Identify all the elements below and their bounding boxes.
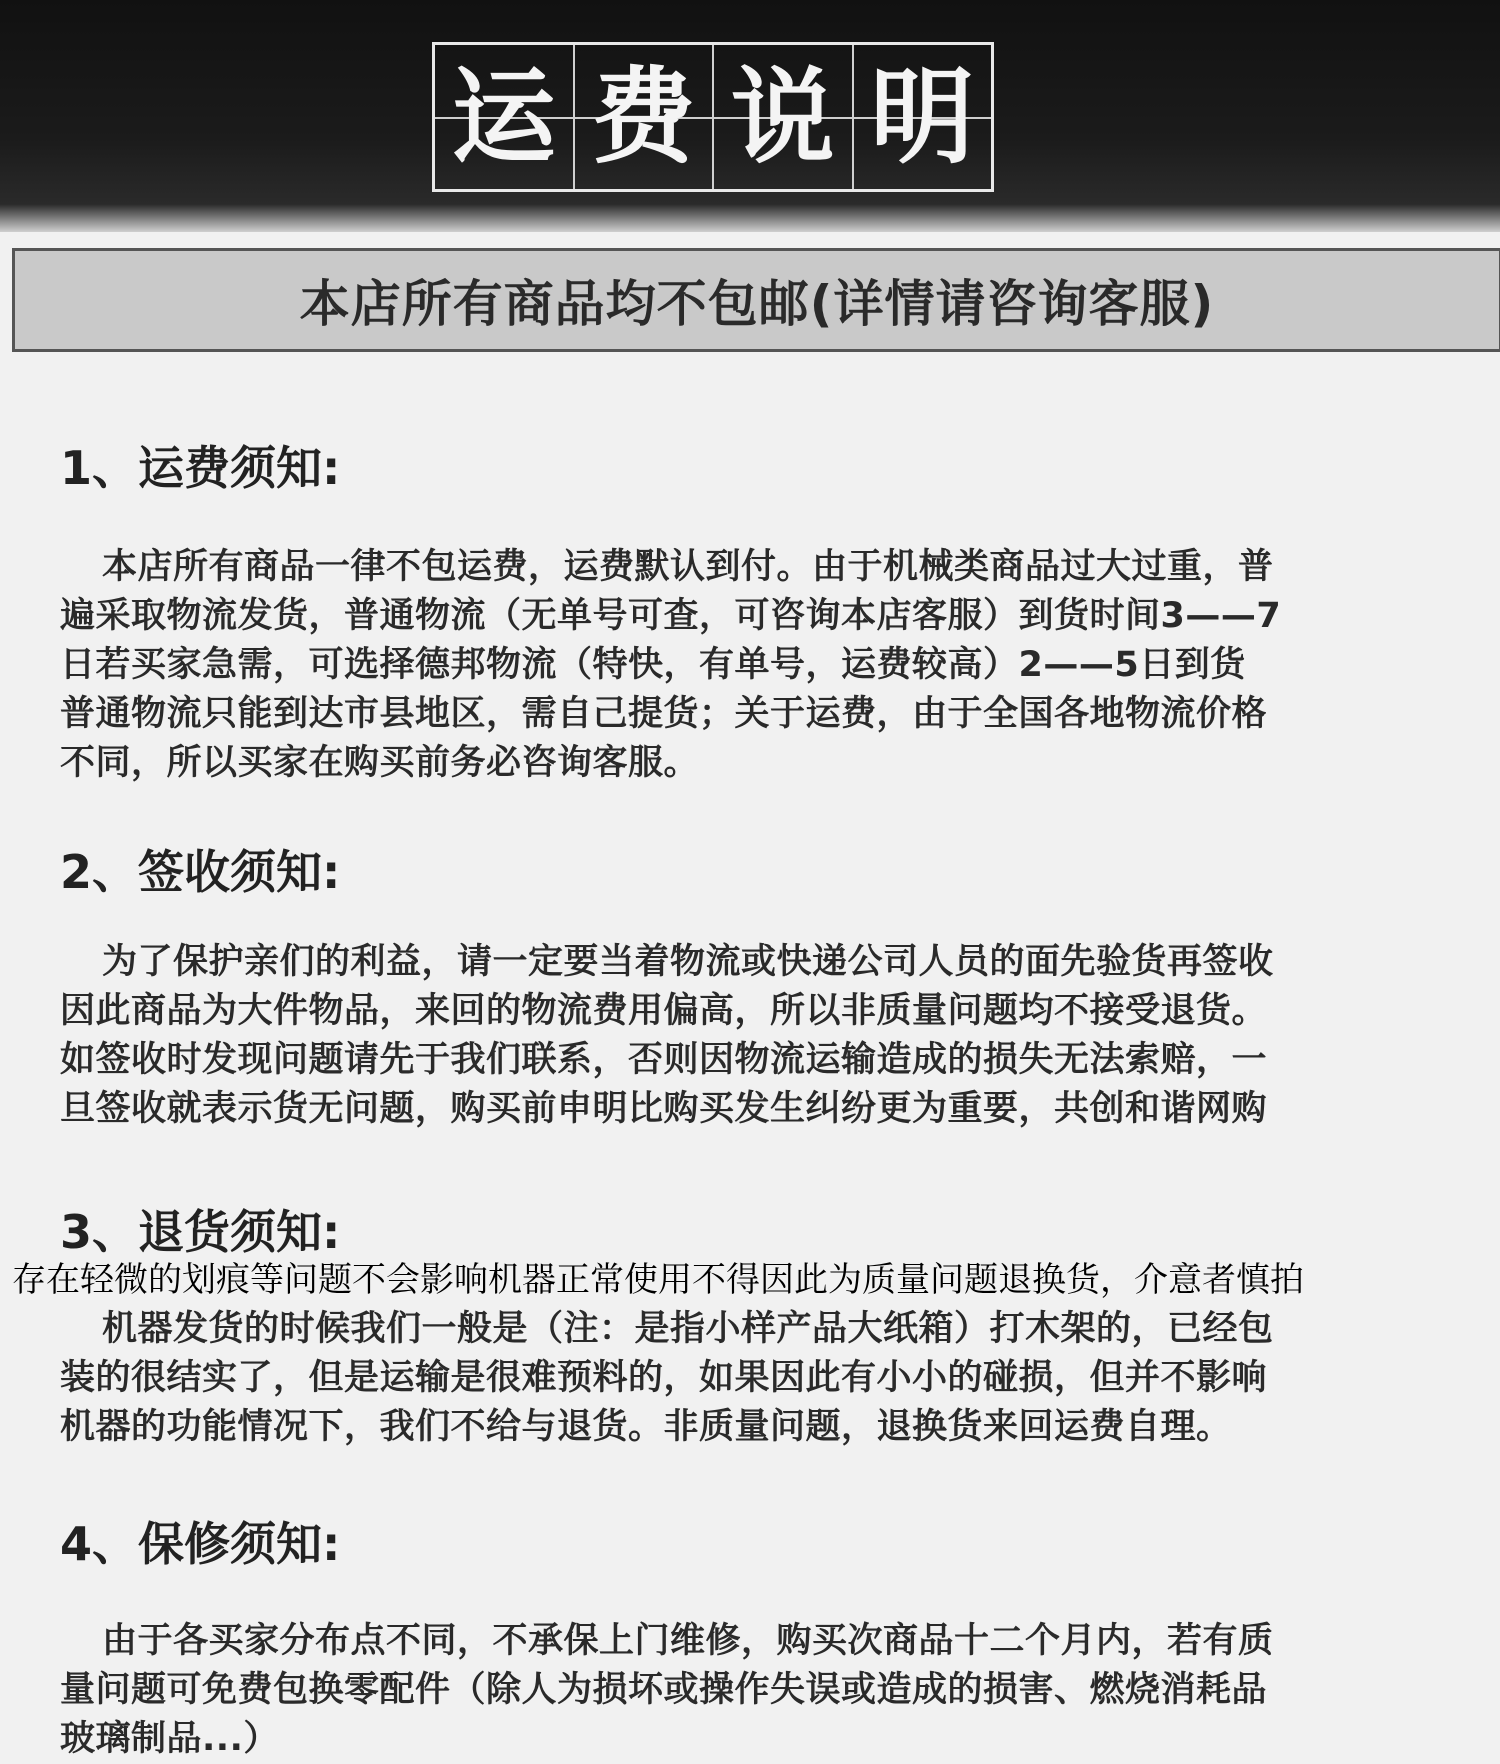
- paragraph-line: 不同，所以买家在购买前务必咨询客服。: [60, 743, 700, 783]
- section-title-shipping: 1、运费须知:: [60, 441, 341, 495]
- paragraph-line: 装的很结实了，但是运输是很难预料的，如果因此有小小的碰损，但并不影响: [60, 1358, 1268, 1398]
- title-char: [714, 45, 854, 189]
- overlay-note: 存在轻微的划痕等问题不会影响机器正常使用不得因此为质量问题退换货，介意者慎拍: [12, 1260, 1304, 1300]
- title-char: [854, 45, 992, 189]
- section-title-signing: 2、签收须知:: [60, 845, 341, 899]
- title-char-text: 费: [591, 55, 696, 178]
- paragraph-line: 由于各买家分布点不同，不承保上门维修，购买次商品十二个月内，若有质: [102, 1621, 1274, 1661]
- paragraph-line: 本店所有商品一律不包运费，运费默认到付。由于机械类商品过大过重，普: [102, 547, 1274, 587]
- paragraph-line: 普通物流只能到达市县地区，需自己提货；关于运费，由于全国各地物流价格: [60, 694, 1268, 734]
- paragraph-line: 日若买家急需，可选择德邦物流（特快，有单号，运费较高）2——5日到货: [60, 645, 1246, 685]
- paragraph-line: 因此商品为大件物品，来回的物流费用偏高，所以非质量问题均不接受退货。: [60, 991, 1268, 1031]
- subheading-bar: 本店所有商品均不包邮(详情请咨询客服): [12, 248, 1500, 352]
- title-char-text: 运: [451, 55, 556, 178]
- title-char-text: 说: [730, 55, 835, 178]
- paragraph-line: 旦签收就表示货无问题，购买前申明比购买发生纠纷更为重要，共创和谐网购: [60, 1089, 1268, 1129]
- section-body-returns: [60, 1305, 1460, 1452]
- paragraph-line: 机器发货的时候我们一般是（注：是指小样产品大纸箱）打木架的，已经包: [102, 1309, 1274, 1349]
- section-title-returns: 3、退货须知:: [60, 1205, 341, 1259]
- paragraph-line: 玻璃制品...）: [60, 1719, 279, 1759]
- section-body-warranty: [60, 1617, 1460, 1764]
- section-body-shipping: [60, 543, 1460, 788]
- title-box: [432, 42, 994, 192]
- paragraph-line: 为了保护亲们的利益，请一定要当着物流或快递公司人员的面先验货再签收: [102, 942, 1274, 982]
- header-banner: [0, 0, 1500, 232]
- paragraph-line: 遍采取物流发货，普通物流（无单号可查，可咨询本店客服）到货时间3——7: [60, 596, 1282, 636]
- section-body-signing: [60, 938, 1460, 1134]
- section-title-warranty: 4、保修须知:: [60, 1517, 341, 1571]
- paragraph-line: 机器的功能情况下，我们不给与退货。非质量问题，退换货来回运费自理。: [60, 1407, 1232, 1447]
- paragraph-line: 如签收时发现问题请先于我们联系，否则因物流运输造成的损失无法索赔，一: [60, 1040, 1268, 1080]
- paragraph-line: 量问题可免费包换零配件（除人为损坏或操作失误或造成的损害、燃烧消耗品: [60, 1670, 1268, 1710]
- title-char: [435, 45, 575, 189]
- title-char: [575, 45, 715, 189]
- title-char-text: 明: [870, 55, 975, 178]
